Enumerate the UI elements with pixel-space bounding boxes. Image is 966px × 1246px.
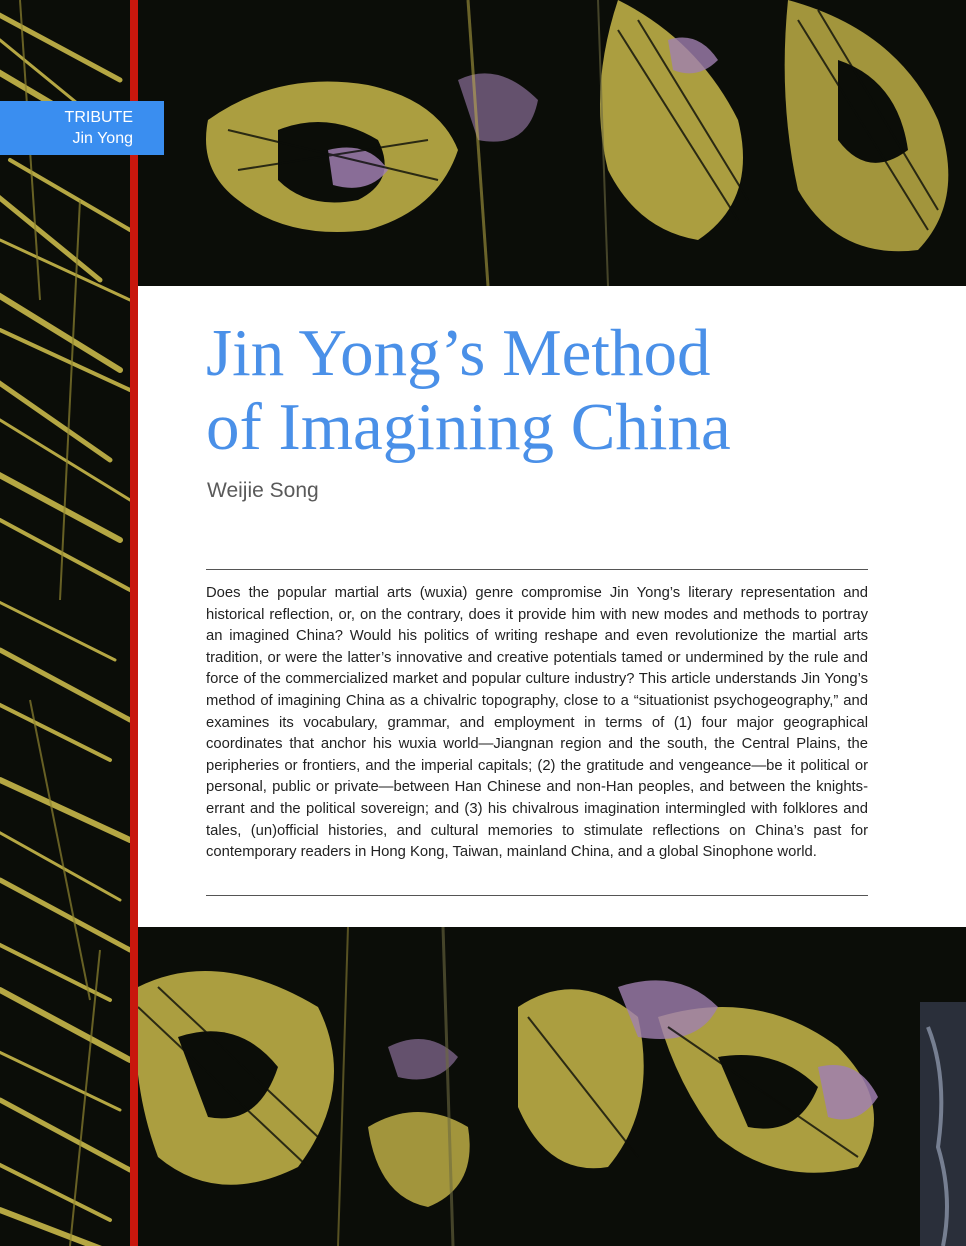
article-author: Weijie Song bbox=[207, 479, 319, 502]
divider-bottom bbox=[206, 895, 868, 896]
cover-artwork-left bbox=[0, 0, 130, 1246]
section-category: TRIBUTE bbox=[64, 109, 133, 126]
section-tag bbox=[0, 101, 164, 155]
cover-artwork-top bbox=[138, 0, 966, 286]
divider-top bbox=[206, 569, 868, 570]
cover-artwork-bottom bbox=[138, 927, 966, 1246]
title-line-1: Jin Yong’s Method bbox=[206, 316, 711, 390]
section-subject: Jin Yong bbox=[72, 130, 133, 147]
article-title bbox=[206, 316, 906, 464]
title-line-2: of Imagining China bbox=[206, 390, 731, 464]
article-abstract: Does the popular martial arts (wuxia) genre compromise Jin Yong’s literary representation and historical reflection, or, on the contrary, does it provide him with new modes and methods to portray an imagined China? Would his politics of writing reshape and even revolutionize the martial arts tradition, or were the latter’s innovative and creative potentials tamed or undermined by the rule and force of the commercialized market and popular culture industry? This article understands Jin Yong’s method of imagining China as a chivalric topography, close to a “situationist psychogeography,” and examines its vocabulary, grammar, and employment in terms of (1) four major geographical coordinates that anchor his wuxia world—Jiangnan region and the south, the Central Plains, the peripheries or frontiers, and the imperial capitals; (2) the gratitude and vengeance—be it political or personal, public or private—between Han Chinese and non-Han peoples, and between the knights-errant and the political sovereign; and (3) his chivalrous imagination intermingled with folklores and tales, (un)official histories, and cultural memories to stimulate reflections on China’s past for contemporary readers in Hong Kong, Taiwan, mainland China, and a global Sinophone world. bbox=[206, 585, 868, 861]
red-accent-bar bbox=[130, 0, 138, 1246]
